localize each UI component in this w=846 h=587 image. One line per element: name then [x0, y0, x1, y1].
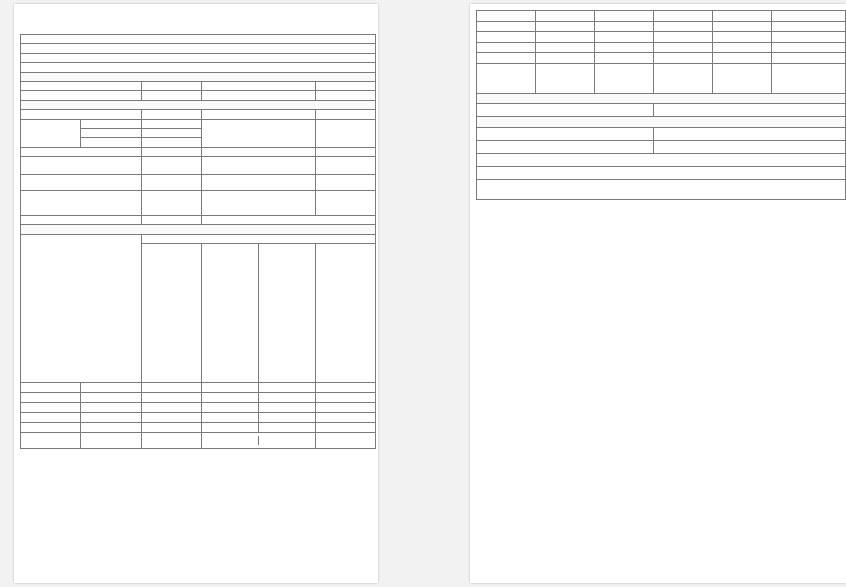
compartment-freezing — [259, 393, 315, 402]
compartment-volume — [141, 423, 201, 433]
compartment-row — [21, 413, 376, 423]
col-value — [141, 110, 201, 119]
compartment-volume — [141, 413, 201, 423]
compartment-temp — [654, 42, 713, 53]
compartment-volume — [595, 11, 654, 22]
compartment-present — [536, 63, 595, 93]
compartment-name — [21, 403, 81, 413]
model-identifier-row — [21, 63, 376, 72]
compartment-present — [81, 403, 141, 413]
compartment-name — [477, 11, 536, 22]
general-section-header — [21, 100, 376, 109]
compartment-present — [536, 32, 595, 43]
col-parameter — [21, 110, 142, 119]
design-type-value — [315, 81, 375, 90]
compartment-defrost — [772, 42, 846, 53]
other-appliance-value — [315, 91, 375, 100]
compartment-volume — [595, 63, 654, 93]
compartment-temp — [654, 11, 713, 22]
compartment-name — [477, 63, 536, 93]
compartment-temp — [654, 32, 713, 43]
winter-setting-label — [21, 216, 142, 225]
compartment-row — [21, 403, 376, 413]
compartment-volume — [595, 53, 654, 64]
low-noise-value — [141, 81, 201, 90]
winter-setting-value — [141, 216, 201, 225]
compartment-name — [21, 433, 81, 449]
depth-value — [141, 138, 201, 147]
fast-freeze-value — [654, 104, 846, 117]
compartment-temp — [202, 436, 259, 445]
compartment-freezing — [713, 53, 772, 64]
supplier-address-row — [21, 53, 376, 62]
compartment-volume — [141, 403, 201, 413]
defrosting-type-header — [315, 244, 375, 383]
compartment-volume — [595, 32, 654, 43]
four-star-header — [477, 93, 846, 104]
design-type-label — [202, 81, 316, 90]
compartment-freezing — [259, 403, 315, 412]
min-temp-label — [21, 191, 142, 216]
compartment-temp — [202, 393, 259, 402]
compartment-present — [81, 393, 141, 403]
compartment-temp — [654, 21, 713, 32]
compartment-name — [477, 21, 536, 32]
compartment-row — [21, 383, 376, 393]
compartment-volume — [595, 21, 654, 32]
wine-storage-value — [141, 91, 201, 100]
annual-energy-value — [141, 175, 201, 191]
compartment-present — [536, 53, 595, 64]
compartment-defrost — [315, 403, 375, 413]
annual-energy-label — [21, 175, 142, 191]
light-class-label — [477, 140, 654, 153]
compartment-row — [21, 393, 376, 403]
compartment-defrost — [772, 63, 846, 93]
total-volume-value — [315, 119, 375, 147]
additional-info-row — [477, 166, 846, 179]
compartment-freezing — [259, 383, 315, 392]
compartment-temp — [202, 403, 259, 412]
compartment-defrost — [315, 433, 375, 449]
compartment-temp-freezing — [202, 433, 316, 449]
compartment-temp-freezing — [202, 393, 316, 403]
compartment-row — [477, 21, 846, 32]
compartment-volume-header — [141, 244, 201, 383]
compartment-volume — [141, 393, 201, 403]
compartment-temp — [202, 423, 259, 432]
compartment-temp-freezing — [202, 413, 316, 423]
compartment-present — [536, 21, 595, 32]
compartment-name — [477, 53, 536, 64]
compartment-row — [477, 11, 846, 22]
compartment-temp — [654, 63, 713, 93]
compartment-temp-freezing — [202, 403, 316, 413]
col-value — [315, 110, 375, 119]
compartment-name — [477, 32, 536, 43]
light-class-value — [654, 140, 846, 153]
product-info-table-continued — [476, 10, 846, 200]
width-label — [81, 128, 141, 137]
compartment-temp-freezing — [202, 383, 316, 393]
depth-label — [81, 138, 141, 147]
other-appliance-label — [202, 91, 316, 100]
max-temp-label — [202, 191, 316, 216]
compartment-freezing — [713, 63, 772, 93]
compartment-name — [477, 42, 536, 53]
type-section-header — [21, 72, 376, 81]
light-source-header — [477, 117, 846, 128]
height-value — [141, 119, 201, 128]
recommended-temp-header — [202, 244, 258, 382]
compartment-row — [477, 53, 846, 64]
compartment-temp-freezing — [202, 423, 316, 433]
page-1 — [14, 4, 378, 583]
compartment-defrost — [772, 32, 846, 43]
compartment-freezing — [259, 423, 315, 432]
compartment-defrost — [772, 53, 846, 64]
total-volume-label — [202, 119, 316, 147]
compartment-freezing — [713, 42, 772, 53]
compartment-name — [21, 423, 81, 433]
compartment-freezing — [713, 32, 772, 43]
compartment-present — [536, 11, 595, 22]
product-info-table — [20, 34, 376, 449]
compartment-volume — [141, 433, 201, 449]
noise-emissions-label — [21, 157, 142, 175]
freezing-capacity-header — [258, 244, 314, 382]
supplier-name-row — [21, 44, 376, 53]
compartment-present — [81, 423, 141, 433]
min-temp-value — [141, 191, 201, 216]
compartment-temp — [202, 413, 259, 422]
compartment-name — [21, 383, 81, 393]
compartment-params-values — [141, 234, 375, 243]
compartment-temp — [202, 383, 259, 392]
compartment-name — [21, 413, 81, 423]
light-type-value — [654, 127, 846, 140]
weblink-row — [477, 179, 846, 199]
noise-emissions-value — [141, 157, 201, 175]
compartment-freezing — [259, 413, 315, 422]
width-value — [141, 128, 201, 137]
compartment-freezing — [259, 436, 315, 445]
compartment-row — [21, 433, 376, 449]
light-type-label — [477, 127, 654, 140]
compartment-row — [477, 63, 846, 93]
overall-dimensions-label — [21, 119, 81, 147]
compartment-defrost — [772, 21, 846, 32]
compartment-temp — [654, 53, 713, 64]
noise-class-label — [202, 157, 316, 175]
compartment-defrost — [772, 11, 846, 22]
compartment-type-label — [21, 234, 142, 382]
climate-class-label — [202, 175, 316, 191]
eei-label — [21, 147, 142, 156]
compartment-row — [477, 32, 846, 43]
compartment-present — [81, 383, 141, 393]
fast-freeze-label — [477, 104, 654, 117]
compartment-freezing — [713, 11, 772, 22]
low-noise-label — [21, 81, 142, 90]
eei-value — [141, 147, 201, 156]
compartment-freezing — [713, 21, 772, 32]
compartment-defrost — [315, 393, 375, 403]
compartment-present — [536, 42, 595, 53]
noise-class-value — [315, 157, 375, 175]
guarantee-row — [477, 153, 846, 166]
compartment-present — [81, 413, 141, 423]
energy-class-value — [315, 147, 375, 156]
max-temp-value — [315, 191, 375, 216]
compartment-volume — [595, 42, 654, 53]
energy-class-label — [202, 147, 316, 156]
page-2 — [470, 4, 846, 583]
compartment-present — [81, 433, 141, 449]
compartment-defrost — [315, 423, 375, 433]
compartment-row — [477, 42, 846, 53]
height-label — [81, 119, 141, 128]
compartment-row — [21, 423, 376, 433]
compartment-defrost — [315, 413, 375, 423]
regulation-text — [21, 35, 376, 44]
compartment-volume — [141, 383, 201, 393]
compartment-defrost — [315, 383, 375, 393]
compartment-name — [21, 393, 81, 403]
wine-storage-label — [21, 91, 142, 100]
compartment-section-header — [21, 225, 376, 234]
col-parameter — [202, 110, 316, 119]
climate-class-value — [315, 175, 375, 191]
